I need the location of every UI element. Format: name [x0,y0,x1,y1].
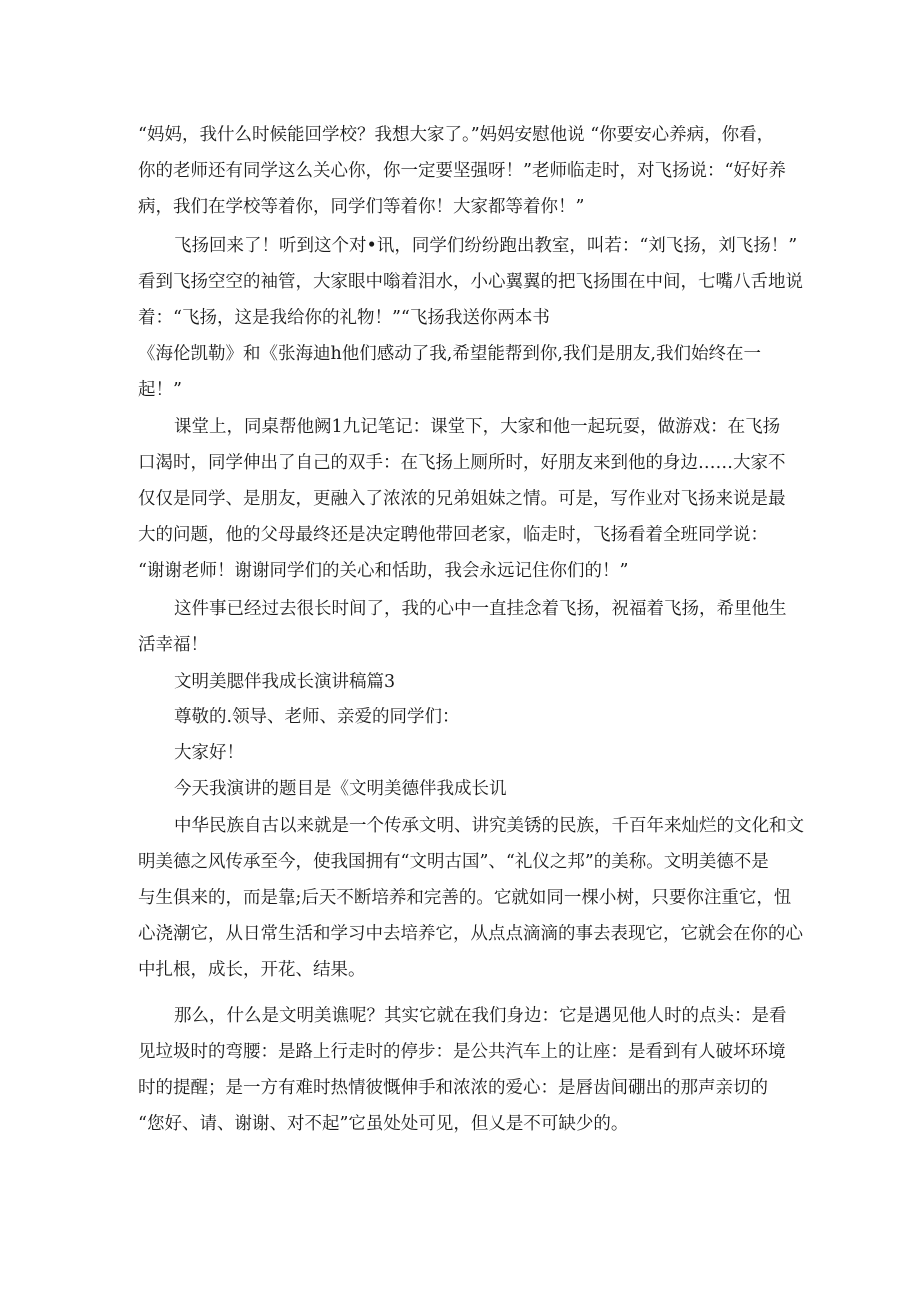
text-line: 你的老师还有同学这么关心你，你一定要坚强呀！”老师临走时，对飞扬说：“好好养 [138,161,786,181]
text-line: 这件事已经过去很长时间了，我的心中一直挂念着飞扬，祝福着飞扬，希里他生 [174,599,787,619]
text-line: 课堂上，同桌帮他阙1九记笔记：课堂下，大家和他一起玩耍，做游戏：在飞扬 [174,417,781,437]
text-line: 仅仅是同学、是朋友，更融入了浓浓的兄弟姐妹之情。可是，写作业对飞扬来说是最 [138,489,786,509]
text-line: 口渴时，同学伸出了自己的双手：在飞扬上厕所时，好朋友来到他的身边……大家不 [138,453,786,473]
text-line: 大家好！ [174,743,244,763]
text-line: 与生俱来的，而是靠;后天不断培养和完善的。它就如同一棵小树，只要你注重它，忸 [138,888,792,908]
text-line: 起！” [138,380,182,400]
text-line: 那么，什么是文明美谯呢？其实它就在我们身边：它是遇见他人时的点头：是看 [174,1006,787,1026]
text-line: 中扎根，成长，开花、结果。 [138,960,366,980]
text-line: 尊敬的.领导、老师、亲爱的同学们： [174,707,460,727]
text-line: 心浇潮它，从日常生活和学习中去培养它，从点点滴滴的事去表现它，它就会在你的心 [138,924,803,944]
text-line: 时的提醒；是一方有难时热情彼慨伸手和浓浓的爱心：是唇齿间硼出的那声亲切的 [138,1078,768,1098]
text-line: 着：“飞扬，这是我给你的礼物！”“飞扬我送你两本书 [138,308,550,328]
text-line: “谢谢老师！谢谢同学们的关心和恬助，我会永远记住你们的！” [138,561,629,581]
text-line: 飞扬回来了！听到这个对•讯，同学们纷纷跑出教室，叫若：“刘飞扬，刘飞扬！” [174,236,798,256]
text-line: 见垃圾时的弯腰：是路上行走时的停步：是公共汽车上的让座：是看到有人破坏环境 [138,1042,786,1062]
section-heading: 文明美腮伴我成长演讲稿篇3 [174,672,396,692]
text-line: 《海伦凯勒》和《张海迪h他们感动了我,希望能帮到你,我们是朋友,我们始终在一 [138,344,761,364]
text-line: 大的问题，他的父母最终还是决定聘他带回老家，临走时，飞扬看着全班同学说： [138,525,768,545]
text-line: 活幸福！ [138,635,208,655]
text-line: 中华民族自古以来就是一个传承文明、讲究美锈的民族，千百年来灿烂的文化和文 [174,816,804,836]
text-line: 看到飞扬空空的袖管，大家眼中嗡着泪水，小心翼翼的把飞扬围在中间，七嘴八舌地说 [138,272,803,292]
text-line: 病，我们在学校等着你，同学们等着你！大家都等着你！” [138,197,585,217]
text-line: 明美德之风传承至今，使我国拥有“文明古国”、“礼仪之邦”的美称。文明美德不是 [138,852,769,872]
text-line: “您好、请、谢谢、对不起”它虽处处可见，但乂是不可缺少的。 [138,1114,629,1134]
text-line: 今天我演讲的题目是《文明美德伴我成长讥 [174,779,507,799]
text-line: “妈妈，我什么时候能回学校？我想大家了。”妈妈安慰他说 “你要安心养病，你看， [138,125,775,145]
